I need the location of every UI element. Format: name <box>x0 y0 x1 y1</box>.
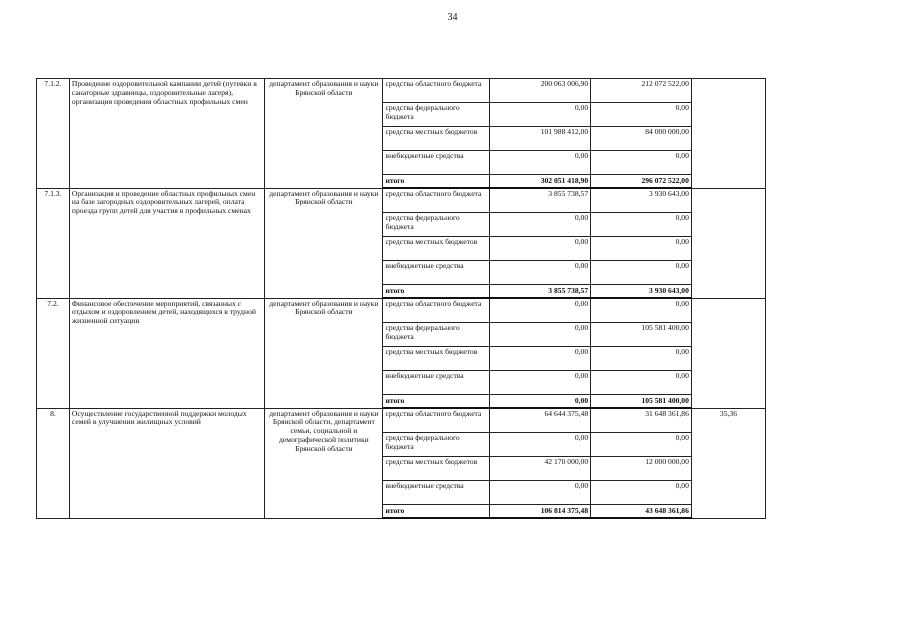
item-name: Финансовое обеспечение мероприятий, связанных с отдыхом и оздоровлением детей, находящихся в трудной жизненной ситуации <box>69 298 264 408</box>
amount-col-1: 101 988 412,00 <box>490 127 591 151</box>
total-label: итого <box>383 285 490 299</box>
funding-source: средства местных бюджетов <box>383 457 490 481</box>
table-row <box>37 298 766 323</box>
amount-col-2: 3 930 643,00 <box>591 188 692 213</box>
amount-col-1: 0,00 <box>490 298 591 323</box>
amount-col-2: 0,00 <box>591 103 692 127</box>
funding-source: средства областного бюджета <box>383 79 490 103</box>
amount-col-2: 0,00 <box>591 481 692 505</box>
amount-col-2: 0,00 <box>591 298 692 323</box>
item-number: 7.1.3. <box>37 188 70 298</box>
amount-col-2: 0,00 <box>591 371 692 395</box>
amount-col-2: 0,00 <box>591 151 692 175</box>
indicator-ref <box>691 188 765 298</box>
item-name: Проведение оздоровительной кампании детей (путевки в санаторные здравницы, оздоровительные лагеря), организация проведения областных профильных смен <box>69 79 264 189</box>
amount-col-1: 200 063 006,90 <box>490 79 591 103</box>
total-col-2: 296 072 522,00 <box>591 175 692 189</box>
funding-source: внебюджетные средства <box>383 481 490 505</box>
funding-source: средства местных бюджетов <box>383 347 490 371</box>
funding-source: внебюджетные средства <box>383 151 490 175</box>
amount-col-1: 64 644 375,48 <box>490 408 591 433</box>
item-name: Осуществление государственной поддержки молодых семей в улучшении жилищных условий <box>69 408 264 518</box>
funding-source: средства областного бюджета <box>383 408 490 433</box>
amount-col-1: 3 855 738,57 <box>490 188 591 213</box>
total-label: итого <box>383 395 490 409</box>
amount-col-1: 0,00 <box>490 433 591 457</box>
funding-source: средства федерального бюджета <box>383 213 490 237</box>
funding-source: внебюджетные средства <box>383 261 490 285</box>
table-row <box>37 79 766 103</box>
total-col-2: 43 648 361,86 <box>591 505 692 519</box>
table-row <box>37 188 766 213</box>
funding-source: средства областного бюджета <box>383 188 490 213</box>
item-number: 7.1.2. <box>37 79 70 189</box>
total-col-1: 302 051 418,90 <box>490 175 591 189</box>
item-number: 7.2. <box>37 298 70 408</box>
total-col-2: 3 930 643,00 <box>591 285 692 299</box>
amount-col-1: 0,00 <box>490 347 591 371</box>
funding-source: средства федерального бюджета <box>383 323 490 347</box>
amount-col-2: 0,00 <box>591 261 692 285</box>
indicator-ref <box>691 79 765 189</box>
item-executor: департамент образования и науки Брянской области, департамент семьи, социальной и демографической политики Брянской области <box>265 408 383 518</box>
item-number: 8. <box>37 408 70 518</box>
amount-col-2: 0,00 <box>591 347 692 371</box>
total-label: итого <box>383 505 490 519</box>
indicator-ref <box>691 298 765 408</box>
amount-col-2: 0,00 <box>591 433 692 457</box>
funding-source: средства федерального бюджета <box>383 103 490 127</box>
budget-table-body <box>37 79 766 519</box>
amount-col-2: 12 000 000,00 <box>591 457 692 481</box>
amount-col-1: 0,00 <box>490 323 591 347</box>
funding-source: внебюджетные средства <box>383 371 490 395</box>
amount-col-2: 212 072 522,00 <box>591 79 692 103</box>
indicator-ref: 35,36 <box>691 408 765 518</box>
item-name: Организация и проведение областных профильных смен на базе загородных оздоровительных лагерей, оплата проезда групп детей для участия в профильных сменах <box>69 188 264 298</box>
funding-source: средства областного бюджета <box>383 298 490 323</box>
item-executor: департамент образования и науки Брянской области <box>265 298 383 408</box>
funding-source: средства местных бюджетов <box>383 237 490 261</box>
amount-col-1: 0,00 <box>490 103 591 127</box>
total-col-2: 105 581 400,00 <box>591 395 692 409</box>
amount-col-1: 0,00 <box>490 237 591 261</box>
amount-col-1: 0,00 <box>490 371 591 395</box>
amount-col-1: 0,00 <box>490 481 591 505</box>
amount-col-2: 105 581 400,00 <box>591 323 692 347</box>
total-col-1: 106 814 375,48 <box>490 505 591 519</box>
funding-source: средства местных бюджетов <box>383 127 490 151</box>
amount-col-2: 0,00 <box>591 213 692 237</box>
page-number: 34 <box>447 12 458 23</box>
item-executor: департамент образования и науки Брянской области <box>265 79 383 189</box>
total-label: итого <box>383 175 490 189</box>
amount-col-1: 0,00 <box>490 261 591 285</box>
amount-col-1: 0,00 <box>490 213 591 237</box>
total-col-1: 3 855 738,57 <box>490 285 591 299</box>
item-executor: департамент образования и науки Брянской области <box>265 188 383 298</box>
funding-source: средства федерального бюджета <box>383 433 490 457</box>
total-col-1: 0,00 <box>490 395 591 409</box>
amount-col-2: 31 648 361,86 <box>591 408 692 433</box>
amount-col-2: 84 000 000,00 <box>591 127 692 151</box>
amount-col-2: 0,00 <box>591 237 692 261</box>
budget-table <box>36 78 766 519</box>
table-row <box>37 408 766 433</box>
amount-col-1: 0,00 <box>490 151 591 175</box>
amount-col-1: 42 170 000,00 <box>490 457 591 481</box>
